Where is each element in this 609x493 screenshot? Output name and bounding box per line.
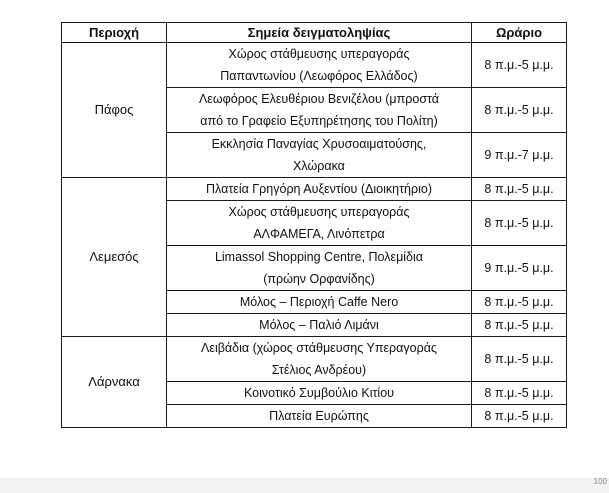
hours-cell: 8 π.μ.-5 μ.μ. bbox=[472, 178, 567, 201]
sampling-point-cell bbox=[167, 382, 472, 405]
sampling-point-line: Λειβάδια (χώρος στάθμευσης Υπεραγοράς bbox=[201, 341, 437, 355]
page-footer bbox=[0, 478, 609, 493]
hours-cell: 8 π.μ.-5 μ.μ. bbox=[472, 314, 567, 337]
hours-cell: 8 π.μ.-5 μ.μ. bbox=[472, 88, 567, 133]
sampling-point-line: Παπαντωνίου (Λεωφόρος Ελλάδος) bbox=[220, 69, 418, 83]
sampling-point-cell bbox=[167, 337, 472, 382]
sampling-point-line: Κοινοτικό Συμβούλιο Κιτίου bbox=[244, 386, 394, 400]
sampling-point-line: Χλώρακα bbox=[293, 159, 345, 173]
sampling-schedule-table bbox=[61, 22, 567, 428]
table-header-row bbox=[62, 23, 567, 43]
sampling-point-line: Στέλιος Ανδρέου) bbox=[271, 363, 367, 377]
hours-cell: 8 π.μ.-5 μ.μ. bbox=[472, 291, 567, 314]
sampling-point-line: Πλατεία Γρηγόρη Αυξεντίου (Διοικητήριο) bbox=[206, 182, 432, 196]
sampling-point-cell bbox=[167, 133, 472, 178]
region-cell: Λεμεσός bbox=[62, 178, 167, 337]
sampling-point-cell bbox=[167, 43, 472, 88]
sampling-point-line: Χώρος στάθμευσης υπεραγοράς bbox=[228, 205, 410, 219]
page-number: 100 bbox=[593, 477, 607, 486]
table-row bbox=[62, 337, 567, 382]
hours-cell: 9 π.μ.-7 μ.μ. bbox=[472, 133, 567, 178]
hours-cell: 9 π.μ.-5 μ.μ. bbox=[472, 246, 567, 291]
hours-cell: 8 π.μ.-5 μ.μ. bbox=[472, 43, 567, 88]
hours-cell: 8 π.μ.-5 μ.μ. bbox=[472, 405, 567, 428]
sampling-point-cell bbox=[167, 178, 472, 201]
sampling-point-line: ΑΛΦΑΜΕΓΑ, Λινόπετρα bbox=[253, 227, 385, 241]
hours-cell: 8 π.μ.-5 μ.μ. bbox=[472, 337, 567, 382]
sampling-point-line: Λεωφόρος Ελευθέριου Βενιζέλου (μπροστά bbox=[198, 92, 440, 106]
hours-cell: 8 π.μ.-5 μ.μ. bbox=[472, 382, 567, 405]
header-sampling-points: Σημεία δειγματοληψίας bbox=[167, 23, 472, 43]
sampling-point-line: Limassol Shopping Centre, Πολεμίδια bbox=[214, 250, 424, 264]
header-hours: Ωράριο bbox=[472, 23, 567, 43]
region-cell: Λάρνακα bbox=[62, 337, 167, 428]
sampling-point-cell bbox=[167, 291, 472, 314]
sampling-point-line: Χώρος στάθμευσης υπεραγοράς bbox=[228, 47, 410, 61]
sampling-point-cell bbox=[167, 405, 472, 428]
sampling-point-line: Μόλος – Παλιό Λιμάνι bbox=[259, 318, 379, 332]
sampling-point-cell bbox=[167, 201, 472, 246]
sampling-point-line: Μόλος – Περιοχή Caffe Nero bbox=[239, 295, 399, 309]
table-row bbox=[62, 178, 567, 201]
hours-cell: 8 π.μ.-5 μ.μ. bbox=[472, 201, 567, 246]
sampling-point-cell bbox=[167, 314, 472, 337]
table-body bbox=[62, 43, 567, 428]
table-row bbox=[62, 43, 567, 88]
sampling-point-line: Πλατεία Ευρώπης bbox=[269, 409, 369, 423]
sampling-point-line: από το Γραφείο Εξυπηρέτησης του Πολίτη) bbox=[200, 114, 438, 128]
sampling-point-cell bbox=[167, 246, 472, 291]
header-region: Περιοχή bbox=[62, 23, 167, 43]
sampling-point-line: Εκκλησία Παναγίας Χρυσοαιματούσης, bbox=[211, 137, 427, 151]
sampling-point-line: (πρώην Ορφανίδης) bbox=[263, 272, 375, 286]
region-cell: Πάφος bbox=[62, 43, 167, 178]
sampling-point-cell bbox=[167, 88, 472, 133]
